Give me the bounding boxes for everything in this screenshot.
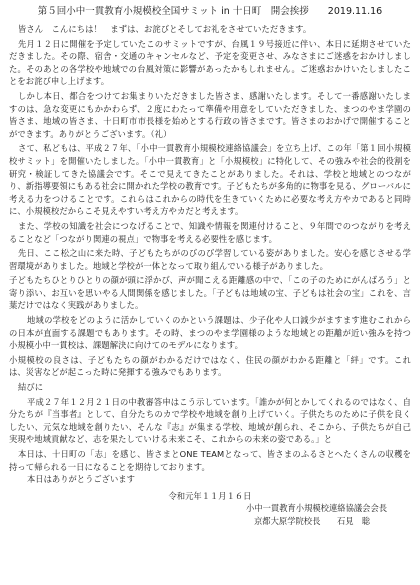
visit-paragraph: 先日、ここ松之山に来た時、子どもたちがのびのび学習している姿がありました。安心を感じさせる学習環境がありました。地域と学校が一体となって取り組んでいる様子がありました。 — [9, 248, 411, 271]
apology-paragraph: 先月１２日に開催を予定していたこのサミットですが、台風１９号接近に伴い、本日に延期させていただきました。その際、宿舎・交通のキャンセルなど、予定を変更させ、みなさまにご迷惑をおかけしました。そのあとの各学校や地域での台風対策に影響があったかもしれません。ご迷惑おかけいたしましたことをお詫び申し上げます。 — [9, 38, 411, 87]
signature-block — [246, 502, 411, 527]
conclusion-heading: 結びに — [18, 382, 44, 393]
small-school-strength-paragraph: 小規模校の良さは、子どもたちの顔がわかるだけではなく、住民の顔がわかる距離と「絆」です。これは、災害などが起こった時に発揮する強みでもあります。 — [9, 354, 411, 378]
thanks-paragraph: しかし本日、都合をつけてお集まりいただきました皆さま、感謝いたします。そして一番感謝いたしますのは、急な変更にもかかわらず、２度にわたって準備や用意をしていただきました、まつのやま学園の皆さま、地域の皆さま、十日町市市長様を始めとする行政の皆さまです。皆さまのおかげで開催することができます。ありがとうございます。（礼） — [9, 90, 411, 139]
signature-organization: 小中一貫教育小規模校連絡協議会会長 — [246, 503, 388, 514]
relationship-paragraph: 子どもたちひとりひとりの顔が頭に浮かび、声が聞こえる距離感の中で、「この子のためにがんばろう」と寄り添い、お互いを思いやる人間関係を感じました。「子どもは地域の宝、子どもは社会の宝」これを、言葉だけではなく実践がありました。 — [9, 275, 411, 311]
council-report-paragraph: 平成２７年１２月２１日の中教審答申はこう示しています。「誰かが何とかしてくれるのではなく、自分たちが『当事者』として、自分たちのカで学校や地域を創り上げていく。子供たちのために子供を良くしたい、元気な地域を創りたい、そんな『志』が集まる学校、地域が創られ、そこから、子供たちが自己実現や地域貢献など、志を果たしていける未来こそ、これからの未来の姿である。」と — [9, 396, 411, 445]
signature-name: 京都大原学院校長 石見 聡 — [254, 515, 371, 526]
connection-paragraph: また、学校の知識を社会につなげることで、知識や情報を関連付けること、９年間でのつながりを考えることなど「つながり関連の視点」で物事を考える必要性を感じます。 — [9, 220, 411, 244]
signature-date: 令和元年１１月１６日 — [168, 490, 252, 501]
document-title: 第５回小中一貫教育小規模校全国サミット in 十日町 開会挨拶 2019.11.16 — [37, 6, 383, 17]
council-paragraph: さて、私どもは、平成２７年、「小中一貫教育小規模校連絡協議会」を立ち上げ、この年「第１回小規模校サミット」を開催いたしました。「小中一貫教育」と「小規模校」に特化して、その強みや社会的役割を研究・検証してきた協議会です。そこで見えてきたことがありました。それは、学校と地域とのつながり、新指導要領にもある社会に開かれた学校の教育です。子どもたちが多角的に物事を見る、グローバルに考える力をつけることです。これらはこれからの時代を生きていくために必要な考え方やカであると同時に、小規模校だからこそ見えやすい考え方やカだと考えます。 — [9, 143, 411, 217]
closing-thanks: 本日はありがとうございます — [27, 474, 135, 485]
regional-school-paragraph: 地域の学校をどのように活かしていくのかという課題は、少子化や人口減少がますます進むこれからの日本が直面する課題でもあります。その時、まつのやま学園様のような地域との距離が近い強みを持つ小規模小中一貫校は、課題解決に向けてのモデルになります。 — [9, 315, 411, 351]
greeting-paragraph: 皆さん こんにちは！ まずは、お詫びとそしてお礼をさせていただきます。 — [18, 24, 312, 34]
expectation-paragraph: 本日は、十日町の「志」を感じ、皆さまとONE TEAMとなって、皆さまのふるさとへたくさんの収穫を持って帰られる一日になることを期待しております。 — [9, 449, 411, 472]
